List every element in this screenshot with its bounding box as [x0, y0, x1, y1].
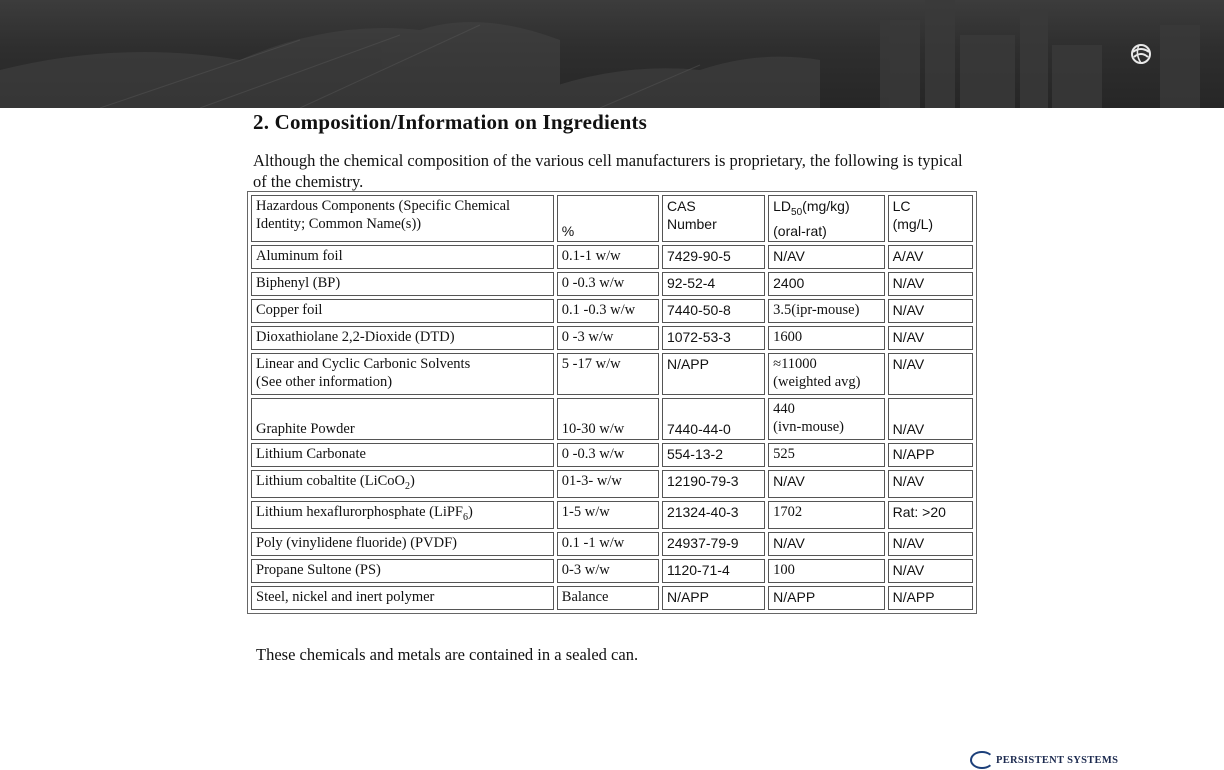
table-row: [251, 559, 973, 583]
cell-lc: N/AV: [888, 398, 973, 440]
cell-component: Propane Sultone (PS): [251, 559, 554, 583]
cell-ld50: N/APP: [768, 586, 884, 610]
cell-percent: 0 -0.3 w/w: [557, 272, 659, 296]
header-ld-line2: (oral-rat): [773, 222, 827, 239]
header-banner: [0, 0, 1224, 108]
cell-component-sub: 6: [463, 511, 468, 523]
cell-ld50: [768, 398, 884, 440]
header-percent: %: [557, 195, 659, 242]
cell-cas: 7429-90-5: [662, 245, 765, 269]
header-cas: [662, 195, 765, 242]
cell-ld50: 100: [768, 559, 884, 583]
cell-ld50: N/AV: [768, 245, 884, 269]
table-row: [251, 272, 973, 296]
cell-percent: 0.1-1 w/w: [557, 245, 659, 269]
cell-ld50: N/AV: [768, 532, 884, 556]
header-ld50: [768, 195, 884, 242]
table-row: [251, 245, 973, 269]
cell-lc: N/AV: [888, 272, 973, 296]
cell-component: Biphenyl (BP): [251, 272, 554, 296]
header-lc: [888, 195, 973, 242]
table-row: [251, 443, 973, 467]
cell-percent: Balance: [557, 586, 659, 610]
cell-component-suffix: ): [468, 503, 473, 520]
cell-lc: N/AV: [888, 299, 973, 323]
cell-percent: 0.1 -1 w/w: [557, 532, 659, 556]
header-lc-line1: LC: [892, 198, 911, 214]
header-cas-line1: CAS: [666, 198, 696, 214]
cell-cas: 92-52-4: [662, 272, 765, 296]
cell-lc: N/APP: [888, 443, 973, 467]
cell-cas: 21324-40-3: [662, 501, 765, 529]
cell-ld50: 525: [768, 443, 884, 467]
cell-ld50-line1: 440: [773, 400, 795, 417]
composition-table: [247, 191, 977, 614]
city-skyline-image: [0, 0, 1224, 108]
table-row: [251, 353, 973, 395]
cell-percent: 0 -0.3 w/w: [557, 443, 659, 467]
cell-percent: 0-3 w/w: [557, 559, 659, 583]
cell-lc: N/AV: [888, 470, 973, 498]
header-ld-sub: 50: [791, 206, 803, 218]
cell-component-suffix: ): [410, 472, 415, 489]
cell-component: [251, 470, 554, 498]
cell-percent: 0 -3 w/w: [557, 326, 659, 350]
cell-percent: 0.1 -0.3 w/w: [557, 299, 659, 323]
cell-cas: 1120-71-4: [662, 559, 765, 583]
cell-component-sub: 2: [405, 480, 411, 492]
cell-component: Steel, nickel and inert polymer: [251, 586, 554, 610]
cell-percent: 5 -17 w/w: [557, 353, 659, 395]
cell-component: Lithium Carbonate: [251, 443, 554, 467]
cell-percent: 01-3- w/w: [557, 470, 659, 498]
header-cas-line2: Number: [666, 216, 717, 232]
table-header-row: [251, 195, 973, 242]
header-ld-suffix: (mg/kg): [802, 198, 850, 214]
cell-lc: N/APP: [888, 586, 973, 610]
header-component: Hazardous Components (Specific Chemical Identity; Common Name(s)): [251, 195, 554, 242]
cell-ld50: N/AV: [768, 470, 884, 498]
cell-component: Dioxathiolane 2,2-Dioxide (DTD): [251, 326, 554, 350]
cell-component: Copper foil: [251, 299, 554, 323]
cell-ld50-line2: (weighted avg): [773, 373, 861, 390]
intro-paragraph: Although the chemical composition of the various cell manufacturers is proprietary, the following is typical of the chemistry.: [253, 151, 963, 191]
table-row: [251, 326, 973, 350]
cell-ld50: 1600: [768, 326, 884, 350]
cell-component-prefix: Lithium hexaflurorphosphate (LiPF: [256, 503, 463, 520]
section-title: 2. Composition/Information on Ingredients: [253, 110, 648, 134]
table-row: [251, 299, 973, 323]
header-ld-prefix: LD: [773, 198, 792, 214]
brand-name: PERSISTENT SYSTEMS: [996, 754, 1119, 766]
cell-component: Aluminum foil: [251, 245, 554, 269]
cell-component-prefix: Lithium cobaltite (LiCoO: [256, 472, 406, 489]
cell-cas: 12190-79-3: [662, 470, 765, 498]
cell-ld50: [768, 353, 884, 395]
cell-cas: 7440-50-8: [662, 299, 765, 323]
table-row: [251, 470, 973, 498]
cell-ld50-line1: ≈11000: [773, 355, 817, 372]
cell-ld50: 2400: [768, 272, 884, 296]
cell-cas: 24937-79-9: [662, 532, 765, 556]
cell-cas: 7440-44-0: [662, 398, 765, 440]
cell-ld50: 1702: [768, 501, 884, 529]
cell-lc: N/AV: [888, 559, 973, 583]
header-lc-line2: (mg/L): [892, 216, 934, 232]
cell-component-line2: (See other information): [256, 373, 393, 390]
cell-ld50-line2: (ivn-mouse): [773, 418, 845, 435]
cell-component-line1: Linear and Cyclic Carbonic Solvents: [256, 355, 471, 372]
table-row: [251, 398, 973, 440]
cell-component: Graphite Powder: [251, 398, 554, 440]
cell-cas: 554-13-2: [662, 443, 765, 467]
cell-component: [251, 501, 554, 529]
cell-component: Poly (vinylidene fluoride) (PVDF): [251, 532, 554, 556]
cell-ld50: 3.5(ipr-mouse): [768, 299, 884, 323]
table-row: [251, 501, 973, 529]
cell-percent: 1-5 w/w: [557, 501, 659, 529]
cell-lc: N/AV: [888, 532, 973, 556]
cell-lc: N/AV: [888, 353, 973, 395]
cell-lc: N/AV: [888, 326, 973, 350]
cell-percent: 10-30 w/w: [557, 398, 659, 440]
table-row: [251, 532, 973, 556]
cell-lc: Rat: >20: [888, 501, 973, 529]
cell-cas: N/APP: [662, 586, 765, 610]
cell-cas: N/APP: [662, 353, 765, 395]
cell-lc: A/AV: [888, 245, 973, 269]
brand-logo: [970, 750, 1118, 770]
table-row: [251, 586, 973, 610]
persistent-logo-icon: [1129, 42, 1153, 66]
footer-note: These chemicals and metals are contained in a sealed can.: [256, 645, 639, 664]
cell-component: [251, 353, 554, 395]
cell-cas: 1072-53-3: [662, 326, 765, 350]
